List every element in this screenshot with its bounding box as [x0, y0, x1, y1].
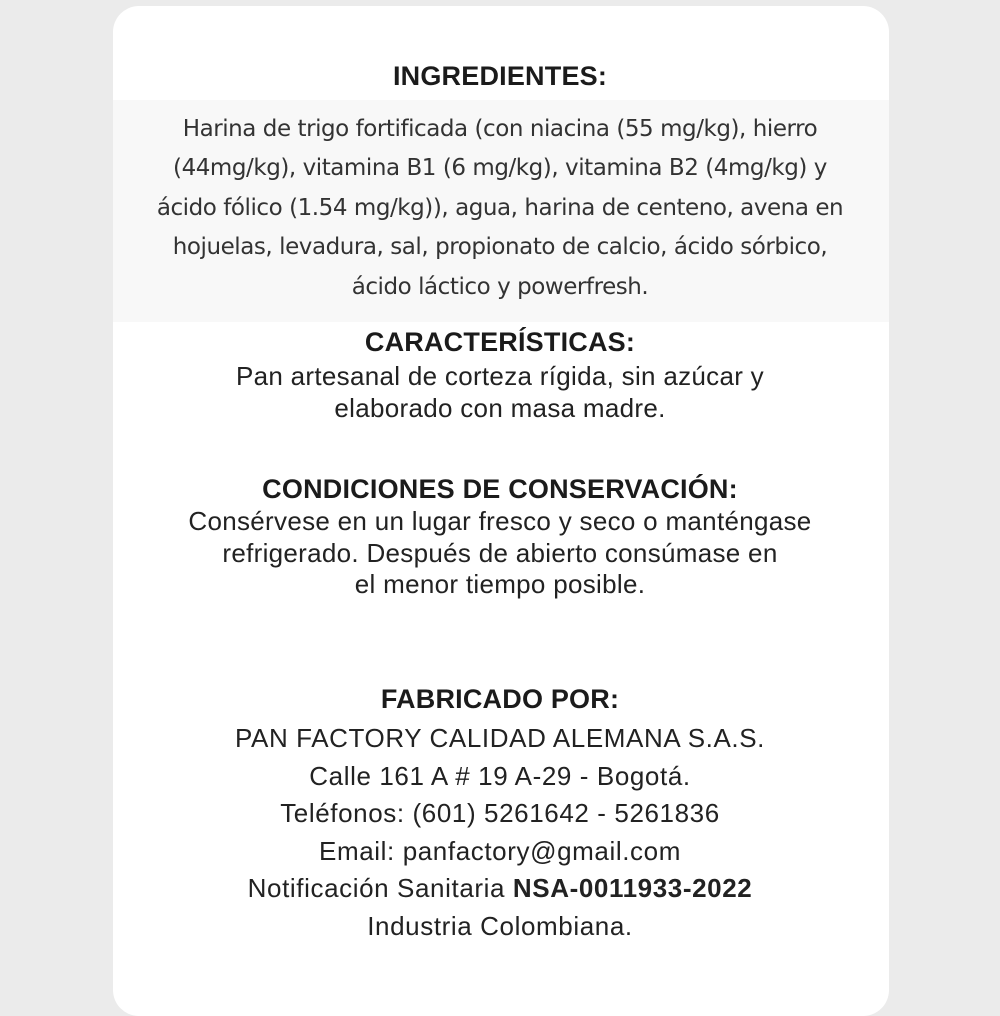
characteristics-line: elaborado con masa madre. [334, 392, 666, 423]
company-address: Calle 161 A # 19 A-29 - Bogotá. [309, 760, 691, 791]
storage-text [0, 506, 1000, 601]
ingredients-line: ácido fólico (1.54 mg/kg)), agua, harina de centeno, avena en [156, 194, 844, 221]
ingredients-line: hojuelas, levadura, sal, propionato de calcio, ácido sórbico, [172, 234, 828, 261]
ingredients-line: Harina de trigo fortificada (con niacina (55 mg/kg), hierro [182, 116, 818, 142]
characteristics-line: Pan artesanal de corteza rígida, sin azúcar y [235, 361, 764, 391]
company-email: Email: panfactory@gmail.com [319, 835, 681, 866]
sanitary-label: Notificación Sanitaria [247, 873, 506, 903]
ingredients-heading: INGREDIENTES: [392, 61, 608, 91]
ingredients-line: (44mg/kg), vitamina B1 (6 mg/kg), vitamina B2 (4mg/kg) y [173, 155, 827, 182]
origin-text: Industria Colombiana. [367, 910, 633, 941]
company-phones: Teléfonos: (601) 5261642 - 5261836 [280, 798, 720, 828]
company-name: PAN FACTORY CALIDAD ALEMANA S.A.S. [235, 723, 765, 753]
storage-line: refrigerado. Después de abierto consúmase en [222, 537, 778, 568]
manufacturer-details [0, 720, 1000, 945]
characteristics-text [0, 361, 1000, 424]
storage-heading: CONDICIONES DE CONSERVACIÓN: [262, 474, 738, 504]
sanitary-number: NSA-0011933-2022 [512, 873, 753, 903]
sanitary-notification [0, 870, 1000, 908]
storage-line: Consérvese en un lugar fresco y seco o manténgase [188, 506, 812, 536]
manufacturer-heading: FABRICADO POR: [380, 684, 620, 714]
characteristics-heading: CARACTERÍSTICAS: [364, 327, 636, 357]
ingredients-line: ácido láctico y powerfresh. [351, 273, 649, 300]
ingredients-list [108, 110, 892, 307]
storage-line: el menor tiempo posible. [354, 569, 646, 599]
